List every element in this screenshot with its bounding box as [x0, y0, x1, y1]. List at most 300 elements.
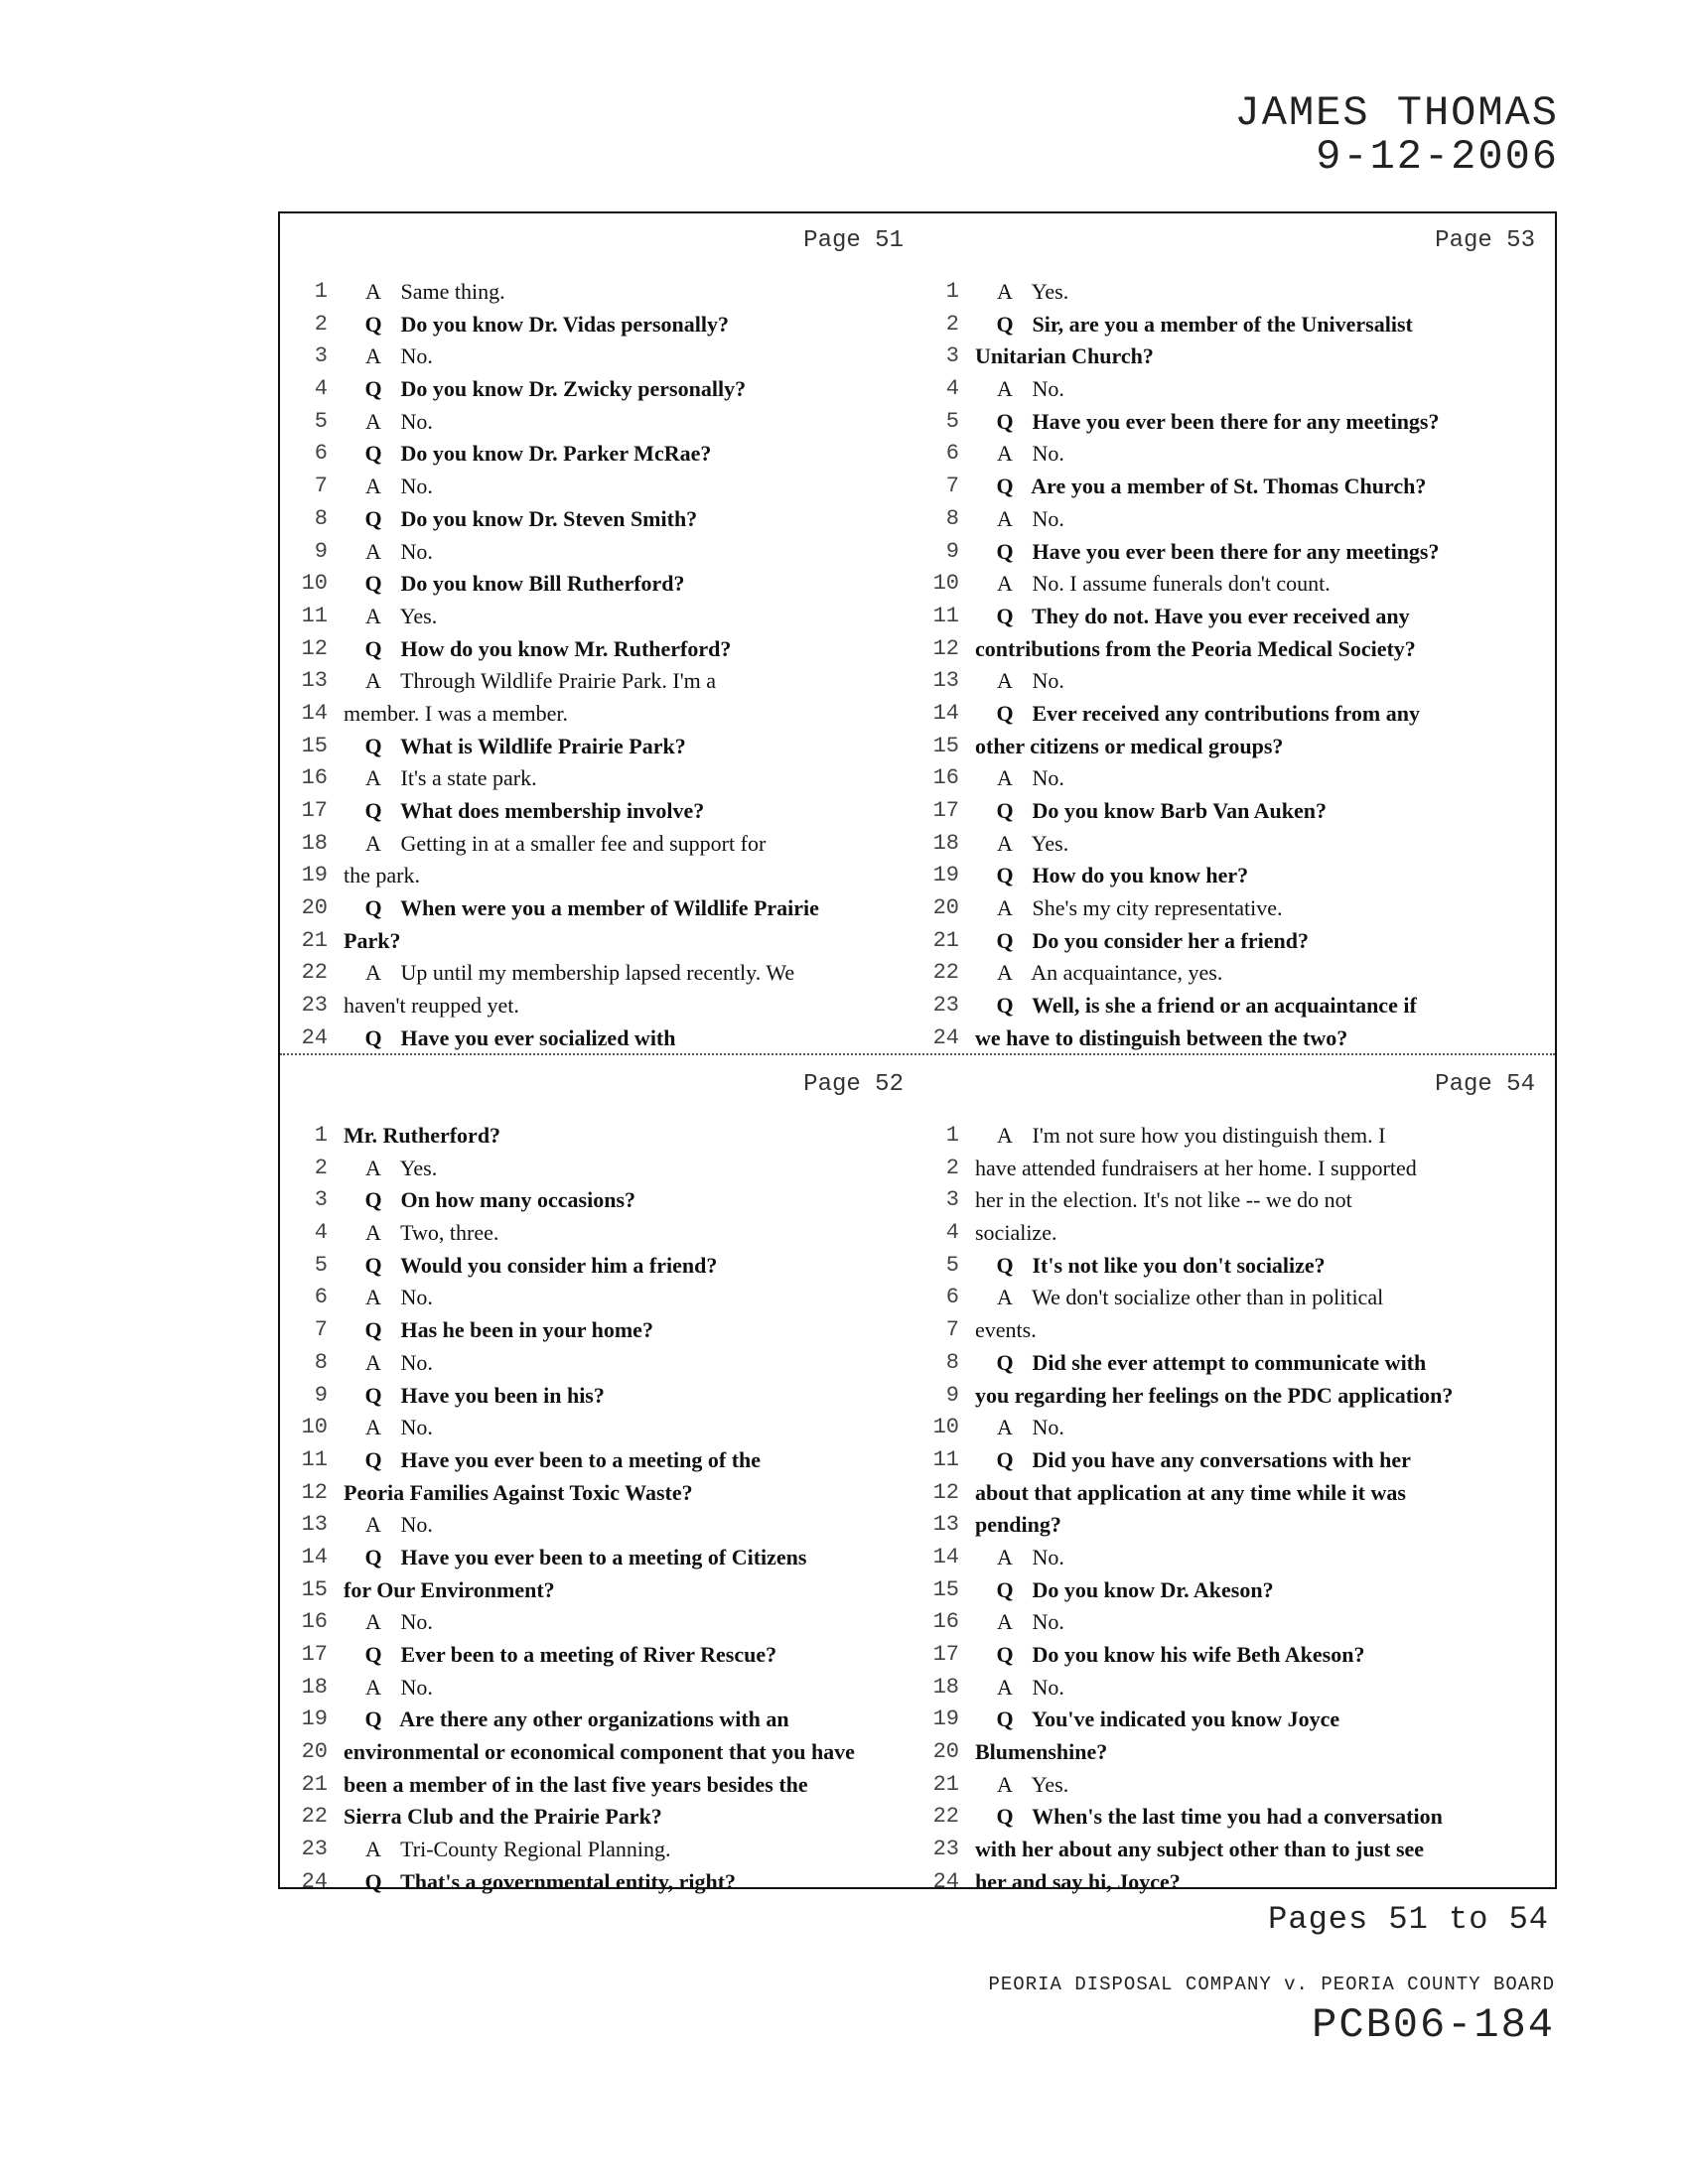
- line-number: 8: [945, 1349, 959, 1375]
- line-text: How do you know Mr. Rutherford?: [400, 635, 732, 661]
- transcript-line: [286, 310, 917, 342]
- line-text: Unitarian Church?: [975, 343, 1154, 369]
- transcript-line: [917, 1673, 1549, 1706]
- line-content: [975, 1315, 1037, 1345]
- line-number: 23: [932, 1837, 959, 1862]
- line-number: 7: [945, 1317, 959, 1343]
- line-number: 8: [945, 505, 959, 531]
- line-content: [338, 1185, 635, 1215]
- transcript-line: [917, 1315, 1549, 1348]
- line-content: [344, 1737, 855, 1767]
- line-text: about that application at any time while it was: [975, 1479, 1406, 1505]
- answer-marker: A: [365, 408, 381, 434]
- page-title: Page 52: [803, 1071, 904, 1098]
- line-content: [969, 991, 1417, 1021]
- line-text: Would you consider him a friend?: [400, 1252, 718, 1278]
- line-number: 19: [301, 1706, 328, 1732]
- line-number: 2: [945, 1155, 959, 1180]
- line-text: we have to distinguish between the two?: [975, 1024, 1348, 1050]
- line-content: [344, 699, 568, 729]
- line-number: 11: [932, 1446, 959, 1472]
- transcript-line: [917, 991, 1549, 1024]
- line-content: [969, 926, 1309, 956]
- transcript-line: [917, 1283, 1549, 1315]
- line-content: [969, 699, 1420, 729]
- line-content: [969, 1575, 1274, 1605]
- transcript-line: [917, 1867, 1549, 1900]
- answer-marker: A: [997, 668, 1013, 694]
- line-number: 3: [945, 343, 959, 369]
- line-number: 18: [932, 830, 959, 856]
- line-text: She's my city representative.: [1032, 895, 1283, 921]
- question-marker: Q: [996, 798, 1014, 823]
- line-text: Did she ever attempt to communicate with: [1032, 1349, 1427, 1375]
- line-content: [969, 1121, 1385, 1151]
- transcript-line: [286, 991, 917, 1024]
- line-content: [338, 893, 819, 923]
- line-number: 23: [301, 1837, 328, 1862]
- line-number: 17: [932, 798, 959, 823]
- line-text: Park?: [344, 927, 401, 953]
- line-text: No.: [400, 1674, 433, 1700]
- transcript-line: [286, 1510, 917, 1543]
- transcript-line: [286, 1543, 917, 1575]
- line-content: [338, 1381, 605, 1411]
- line-number: 8: [314, 1349, 328, 1375]
- line-content: [344, 1802, 662, 1832]
- line-content: [338, 1154, 437, 1183]
- line-number: 1: [945, 1123, 959, 1148]
- line-content: [338, 796, 704, 826]
- line-content: [344, 861, 420, 890]
- transcript-line: [286, 732, 917, 764]
- witness-name: JAMES THOMAS: [1234, 89, 1559, 137]
- transcript-line: [286, 1867, 917, 1900]
- line-text: pending?: [975, 1512, 1061, 1538]
- answer-marker: A: [997, 441, 1013, 467]
- line-text: What does membership involve?: [400, 798, 705, 823]
- line-content: [975, 1154, 1417, 1183]
- line-content: [338, 1867, 736, 1897]
- answer-marker: A: [997, 1674, 1013, 1700]
- line-content: [338, 1218, 498, 1248]
- document-header: [1235, 91, 1559, 179]
- line-number: 16: [932, 765, 959, 791]
- line-content: [338, 732, 686, 761]
- line-number: 20: [932, 1739, 959, 1765]
- line-list: [917, 1121, 1549, 1900]
- line-number: 20: [301, 895, 328, 921]
- transcript-line: [917, 634, 1549, 667]
- line-text: When's the last time you had a conversation: [1032, 1804, 1443, 1830]
- line-text: No.: [1032, 1609, 1064, 1635]
- line-text: Yes.: [1031, 279, 1069, 304]
- line-content: [975, 732, 1283, 761]
- line-content: [338, 1348, 433, 1378]
- transcript-line: [917, 374, 1549, 407]
- transcript-line: [286, 537, 917, 570]
- line-number: 5: [945, 408, 959, 434]
- line-text: You've indicated you know Joyce: [1031, 1706, 1340, 1732]
- line-text: other citizens or medical groups?: [975, 733, 1284, 758]
- line-number: 11: [932, 603, 959, 628]
- transcript-line: [917, 958, 1549, 991]
- line-number: 14: [932, 1544, 959, 1570]
- line-text: They do not. Have you ever received any: [1032, 603, 1410, 628]
- transcript-line: [917, 861, 1549, 893]
- transcript-frame: [278, 211, 1557, 1894]
- line-text: Two, three.: [400, 1220, 499, 1246]
- deposition-date: 9-12-2006: [1316, 133, 1559, 181]
- transcript-line: [917, 1543, 1549, 1575]
- transcript-line: [286, 634, 917, 667]
- question-marker: Q: [364, 441, 382, 467]
- line-number: 6: [314, 441, 328, 467]
- line-number: 11: [301, 603, 328, 628]
- transcript-line: [917, 1737, 1549, 1770]
- question-marker: Q: [996, 311, 1014, 337]
- line-content: [338, 1315, 653, 1345]
- question-marker: Q: [364, 505, 382, 531]
- line-number: 4: [314, 376, 328, 402]
- line-text: No.: [400, 1349, 433, 1375]
- line-number: 12: [932, 1479, 959, 1505]
- transcript-line: [917, 1381, 1549, 1414]
- line-number: 10: [301, 1415, 328, 1440]
- transcript-line: [286, 1575, 917, 1608]
- transcript-line: [917, 732, 1549, 764]
- line-content: [344, 1478, 693, 1508]
- answer-marker: A: [997, 765, 1013, 791]
- question-marker: Q: [364, 1706, 382, 1732]
- transcript-line: [286, 861, 917, 893]
- line-number: 19: [932, 1706, 959, 1732]
- line-text: Mr. Rutherford?: [344, 1123, 501, 1148]
- transcript-line: [917, 1575, 1549, 1608]
- line-number: 21: [301, 927, 328, 953]
- line-number: 10: [301, 571, 328, 597]
- line-text: Has he been in your home?: [400, 1317, 653, 1343]
- line-number: 22: [301, 960, 328, 986]
- question-marker: Q: [364, 1642, 382, 1667]
- line-number: 7: [314, 1317, 328, 1343]
- line-content: [338, 1673, 433, 1703]
- line-text: It's not like you don't socialize?: [1032, 1252, 1326, 1278]
- line-text: Getting in at a smaller fee and support for: [400, 830, 767, 856]
- line-text: Blumenshine?: [975, 1739, 1108, 1765]
- line-text: you regarding her feelings on the PDC application?: [975, 1382, 1454, 1408]
- line-number: 16: [301, 1609, 328, 1635]
- line-content: [969, 472, 1426, 501]
- line-number: 16: [301, 765, 328, 791]
- transcript-line: [917, 537, 1549, 570]
- line-content: [969, 407, 1440, 437]
- line-number: 14: [301, 1544, 328, 1570]
- question-marker: Q: [364, 571, 382, 597]
- question-marker: Q: [364, 1544, 382, 1570]
- line-content: [338, 1413, 433, 1442]
- transcript-page: [286, 1063, 917, 1894]
- line-text: for Our Environment?: [344, 1576, 555, 1602]
- transcript-line: [917, 829, 1549, 862]
- line-text: No.: [1032, 765, 1064, 791]
- answer-marker: A: [365, 343, 381, 369]
- line-text: Sierra Club and the Prairie Park?: [344, 1804, 662, 1830]
- line-text: Tri-County Regional Planning.: [400, 1837, 671, 1862]
- line-content: [338, 1283, 433, 1312]
- transcript-line: [286, 504, 917, 537]
- pages-range: Pages 51 to 54: [1268, 1901, 1549, 1938]
- answer-marker: A: [365, 1220, 381, 1246]
- line-content: [969, 763, 1064, 793]
- transcript-line: [917, 1413, 1549, 1445]
- line-text: No.: [400, 1512, 433, 1538]
- line-number: 6: [945, 1285, 959, 1310]
- transcript-line: [917, 1154, 1549, 1186]
- line-text: No.: [1032, 376, 1064, 402]
- line-content: [969, 310, 1413, 340]
- question-marker: Q: [996, 1642, 1014, 1667]
- line-number: 4: [945, 1220, 959, 1246]
- line-text: No.: [1032, 441, 1064, 467]
- line-text: Up until my membership lapsed recently. We: [400, 960, 795, 986]
- line-content: [969, 504, 1064, 534]
- transcript-line: [286, 1251, 917, 1284]
- line-content: [969, 1770, 1068, 1800]
- line-text: When were you a member of Wildlife Prairie: [400, 895, 819, 921]
- line-content: [969, 893, 1283, 923]
- answer-marker: A: [365, 1285, 381, 1310]
- line-content: [969, 958, 1222, 988]
- line-content: [338, 1445, 761, 1475]
- line-content: [344, 1575, 555, 1605]
- transcript-line: [286, 1121, 917, 1154]
- transcript-line: [286, 926, 917, 959]
- line-number: 24: [301, 1868, 328, 1894]
- answer-marker: A: [997, 1123, 1013, 1148]
- answer-marker: A: [365, 603, 381, 628]
- transcript-line: [286, 1218, 917, 1251]
- transcript-line: [917, 1835, 1549, 1867]
- line-content: [338, 407, 433, 437]
- transcript-line: [917, 893, 1549, 926]
- answer-marker: A: [365, 279, 381, 304]
- answer-marker: A: [365, 1155, 381, 1180]
- line-text: Ever been to a meeting of River Rescue?: [400, 1642, 777, 1667]
- transcript-page: [917, 1063, 1549, 1894]
- line-content: [969, 1251, 1326, 1281]
- question-marker: Q: [364, 635, 382, 661]
- transcript-line: [286, 602, 917, 634]
- line-content: [338, 666, 716, 696]
- line-text: Yes.: [399, 1155, 438, 1180]
- line-number: 3: [314, 1187, 328, 1213]
- line-text: No.: [400, 408, 433, 434]
- question-marker: Q: [996, 1446, 1014, 1472]
- question-marker: Q: [996, 993, 1014, 1019]
- line-text: been a member of in the last five years besides the: [344, 1771, 808, 1797]
- line-number: 13: [301, 668, 328, 694]
- transcript-line: [286, 893, 917, 926]
- line-text: Do you know Barb Van Auken?: [1032, 798, 1328, 823]
- answer-marker: A: [365, 668, 381, 694]
- answer-marker: A: [997, 895, 1013, 921]
- line-content: [338, 958, 794, 988]
- line-text: Do you know Dr. Parker McRae?: [400, 441, 712, 467]
- line-text: contributions from the Peoria Medical Society?: [975, 635, 1416, 661]
- transcript-line: [917, 926, 1549, 959]
- line-text: with her about any subject other than to just see: [975, 1837, 1425, 1862]
- question-marker: Q: [364, 1382, 382, 1408]
- transcript-line: [286, 1348, 917, 1381]
- transcript-line: [917, 277, 1549, 310]
- line-text: On how many occasions?: [400, 1187, 636, 1213]
- line-number: 5: [314, 408, 328, 434]
- line-content: [975, 1185, 1352, 1215]
- line-text: We don't socialize other than in political: [1032, 1285, 1384, 1310]
- line-content: [338, 1640, 776, 1670]
- line-number: 21: [301, 1771, 328, 1797]
- case-number: PCB06-184: [1312, 2001, 1555, 2049]
- answer-marker: A: [365, 830, 381, 856]
- answer-marker: A: [997, 1285, 1013, 1310]
- line-number: 4: [945, 376, 959, 402]
- question-marker: Q: [364, 311, 382, 337]
- line-content: [338, 763, 537, 793]
- transcript-line: [286, 1413, 917, 1445]
- line-content: [338, 439, 711, 469]
- transcript-line: [917, 569, 1549, 602]
- line-content: [969, 602, 1410, 631]
- line-text: I'm not sure how you distinguish them. I: [1032, 1123, 1386, 1148]
- line-text: No.: [400, 1415, 433, 1440]
- line-number: 6: [314, 1285, 328, 1310]
- line-text: Have you ever been there for any meetings?: [1032, 408, 1440, 434]
- line-number: 15: [932, 733, 959, 758]
- line-content: [969, 277, 1068, 307]
- line-text: Do you know Dr. Akeson?: [1032, 1576, 1274, 1602]
- transcript-line: [917, 1251, 1549, 1284]
- line-content: [969, 569, 1331, 599]
- answer-marker: A: [997, 279, 1013, 304]
- line-number: 22: [301, 1804, 328, 1830]
- line-content: [969, 796, 1327, 826]
- transcript-line: [286, 1445, 917, 1478]
- transcript-line: [286, 1640, 917, 1673]
- line-text: No. I assume funerals don't count.: [1032, 571, 1331, 597]
- line-content: [338, 602, 437, 631]
- line-text: What is Wildlife Prairie Park?: [400, 733, 686, 758]
- line-number: 24: [301, 1024, 328, 1050]
- line-number: 22: [932, 960, 959, 986]
- line-number: 14: [932, 700, 959, 726]
- answer-marker: A: [365, 765, 381, 791]
- line-content: [969, 1283, 1383, 1312]
- transcript-line: [286, 1478, 917, 1511]
- question-marker: Q: [364, 798, 382, 823]
- line-list: [286, 277, 917, 1056]
- transcript-line: [917, 1478, 1549, 1511]
- question-marker: Q: [996, 603, 1014, 628]
- line-number: 3: [945, 1187, 959, 1213]
- line-text: member. I was a member.: [344, 700, 569, 726]
- line-text: No.: [400, 1609, 433, 1635]
- line-number: 24: [932, 1024, 959, 1050]
- line-content: [338, 277, 505, 307]
- line-number: 5: [314, 1252, 328, 1278]
- line-number: 22: [932, 1804, 959, 1830]
- line-text: her in the election. It's not like -- we do not: [975, 1187, 1352, 1213]
- line-content: [975, 341, 1154, 371]
- answer-marker: A: [365, 1674, 381, 1700]
- line-text: No.: [400, 474, 433, 499]
- line-content: [969, 1705, 1339, 1734]
- transcript-line: [917, 1348, 1549, 1381]
- line-content: [344, 1121, 500, 1151]
- line-content: [975, 1024, 1347, 1053]
- line-content: [338, 537, 433, 567]
- line-content: [344, 1770, 808, 1800]
- line-content: [338, 374, 746, 404]
- question-marker: Q: [364, 733, 382, 758]
- question-marker: Q: [996, 700, 1014, 726]
- line-text: No.: [400, 343, 433, 369]
- page-title: Page 51: [803, 227, 904, 254]
- line-content: [338, 569, 685, 599]
- line-content: [969, 1445, 1411, 1475]
- answer-marker: A: [365, 1837, 381, 1862]
- answer-marker: A: [997, 505, 1013, 531]
- line-number: 7: [945, 474, 959, 499]
- transcript-line: [917, 1510, 1549, 1543]
- line-content: [975, 1381, 1453, 1411]
- line-number: 7: [314, 474, 328, 499]
- transcript-page: [286, 219, 917, 1050]
- line-text: Do you know Dr. Zwicky personally?: [400, 376, 747, 402]
- transcript-line: [286, 1315, 917, 1348]
- transcript-line: [286, 763, 917, 796]
- question-marker: Q: [996, 863, 1014, 888]
- line-content: [969, 829, 1068, 859]
- transcript-line: [286, 1024, 917, 1056]
- answer-marker: A: [365, 1415, 381, 1440]
- question-marker: Q: [364, 1024, 382, 1050]
- line-content: [338, 1543, 806, 1572]
- line-content: [338, 1510, 433, 1540]
- line-number: 20: [301, 1739, 328, 1765]
- line-number: 19: [301, 863, 328, 888]
- answer-marker: A: [997, 571, 1013, 597]
- transcript-line: [286, 829, 917, 862]
- line-number: 4: [314, 1220, 328, 1246]
- line-content: [969, 861, 1248, 890]
- line-number: 9: [314, 1382, 328, 1408]
- line-number: 6: [945, 441, 959, 467]
- answer-marker: A: [365, 1349, 381, 1375]
- line-text: Same thing.: [400, 279, 505, 304]
- answer-marker: A: [997, 1544, 1013, 1570]
- line-text: Do you know Dr. Steven Smith?: [400, 505, 698, 531]
- answer-marker: A: [365, 960, 381, 986]
- line-number: 24: [932, 1868, 959, 1894]
- line-number: 13: [301, 1512, 328, 1538]
- transcript-line: [917, 1705, 1549, 1737]
- transcript-line: [917, 407, 1549, 440]
- line-content: [969, 1802, 1443, 1832]
- line-number: 1: [314, 279, 328, 304]
- page-title: Page 53: [1435, 227, 1535, 254]
- transcript-line: [286, 1835, 917, 1867]
